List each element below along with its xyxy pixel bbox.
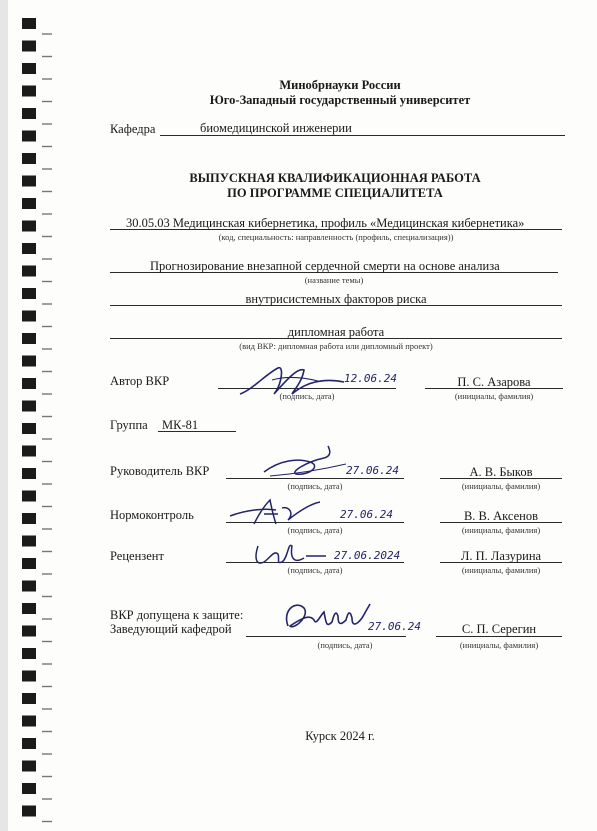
head-of-department-signature xyxy=(276,596,386,644)
normcontrol-name-caption: (инициалы, фамилия) xyxy=(461,525,541,535)
admission-name-caption: (инициалы, фамилия) xyxy=(459,640,539,650)
normcontrol-signature xyxy=(224,494,334,530)
binding-hole xyxy=(22,131,36,142)
reviewer-name: Л. П. Лазурина xyxy=(460,549,542,563)
binding-hole xyxy=(22,266,36,277)
department-underline xyxy=(160,135,565,136)
binding-hole xyxy=(22,288,36,299)
binding-hole xyxy=(22,198,36,209)
binding-hole xyxy=(22,153,36,164)
binding-hole xyxy=(22,513,36,524)
topic-line1: Прогнозирование внезапной сердечной смерти на основе анализа xyxy=(150,259,500,273)
group-value: МК-81 xyxy=(162,418,199,432)
binding-hole xyxy=(22,311,36,322)
department-value: биомедицинской инженерии xyxy=(200,121,352,135)
specialty-value: 30.05.03 Медицинская кибернетика, профиль «Медицинская кибернетика» xyxy=(126,216,525,230)
binding-hole xyxy=(22,243,36,254)
binding-hole xyxy=(22,581,36,592)
binding-hole xyxy=(22,18,36,29)
binding-hole xyxy=(22,176,36,187)
document-title-line1: ВЫПУСКНАЯ КВАЛИФИКАЦИОННАЯ РАБОТА xyxy=(189,171,481,185)
binding-hole xyxy=(22,761,36,772)
admission-name-line xyxy=(436,636,562,637)
binding-hole xyxy=(22,86,36,97)
head-of-department-label: Заведующий кафедрой xyxy=(110,622,232,636)
binding-hole xyxy=(22,401,36,412)
binding-holes-strip xyxy=(0,0,60,831)
author-signature-caption: (подпись, дата) xyxy=(279,391,335,401)
reviewer-signature xyxy=(248,536,338,570)
binding-hole xyxy=(22,806,36,817)
reviewer-signature-caption: (подпись, дата) xyxy=(287,565,343,575)
admission-label: ВКР допущена к защите: xyxy=(110,608,244,622)
normcontrol-signature-caption: (подпись, дата) xyxy=(287,525,343,535)
binding-hole xyxy=(22,693,36,704)
binding-hole xyxy=(22,468,36,479)
group-label: Группа xyxy=(110,418,148,432)
author-label: Автор ВКР xyxy=(110,374,170,388)
binding-hole xyxy=(22,783,36,794)
supervisor-name-caption: (инициалы, фамилия) xyxy=(461,481,541,491)
reviewer-signature-date: 27.06.2024 xyxy=(334,549,401,562)
reviewer-name-caption: (инициалы, фамилия) xyxy=(461,565,541,575)
binding-hole xyxy=(22,356,36,367)
admission-signature-caption: (подпись, дата) xyxy=(317,640,373,650)
binding-hole xyxy=(22,626,36,637)
reviewer-label: Рецензент xyxy=(110,549,164,563)
city-year: Курск 2024 г. xyxy=(305,729,375,743)
binding-hole xyxy=(22,108,36,119)
binding-hole xyxy=(22,41,36,52)
work-type-caption: (вид ВКР: дипломная работа или дипломный проект) xyxy=(239,341,433,351)
binding-hole xyxy=(22,446,36,457)
binding-hole xyxy=(22,558,36,569)
binding-hole xyxy=(22,738,36,749)
binding-hole xyxy=(22,716,36,727)
supervisor-label: Руководитель ВКР xyxy=(110,464,210,478)
binding-hole xyxy=(22,378,36,389)
specialty-caption: (код, специальность: направленность (профиль, специализация)) xyxy=(218,232,454,242)
normcontrol-name: В. В. Аксенов xyxy=(463,509,539,523)
binding-hole xyxy=(22,671,36,682)
supervisor-signature-date: 27.06.24 xyxy=(346,464,399,477)
normcontrol-label: Нормоконтроль xyxy=(110,508,194,522)
binding-hole xyxy=(22,603,36,614)
binding-hole xyxy=(22,63,36,74)
admission-name: С. П. Серегин xyxy=(461,622,537,636)
work-type-value: дипломная работа xyxy=(287,325,385,339)
supervisor-name: А. В. Быков xyxy=(469,465,533,479)
department-label: Кафедра xyxy=(110,122,156,136)
topic-line2: внутрисистемных факторов риска xyxy=(245,292,427,306)
author-name: П. С. Азарова xyxy=(457,375,531,389)
binding-hole xyxy=(22,423,36,434)
university-name: Юго-Западный государственный университет xyxy=(209,93,471,107)
binding-hole xyxy=(22,221,36,232)
supervisor-signature xyxy=(250,444,360,484)
admission-signature-date: 27.06.24 xyxy=(368,620,421,633)
topic-caption: (название темы) xyxy=(304,275,364,285)
ministry-name: Минобрнауки России xyxy=(279,78,401,92)
binding-hole xyxy=(22,333,36,344)
binding-hole xyxy=(22,536,36,547)
supervisor-signature-caption: (подпись, дата) xyxy=(287,481,343,491)
author-signature xyxy=(232,360,352,404)
author-signature-date: 12.06.24 xyxy=(344,372,397,385)
binding-hole xyxy=(22,648,36,659)
page-edge-shadow xyxy=(0,0,8,831)
normcontrol-signature-date: 27.06.24 xyxy=(340,508,393,521)
document-title-line2: ПО ПРОГРАММЕ СПЕЦИАЛИТЕТА xyxy=(227,186,443,200)
author-name-caption: (инициалы, фамилия) xyxy=(454,391,534,401)
binding-hole xyxy=(22,491,36,502)
